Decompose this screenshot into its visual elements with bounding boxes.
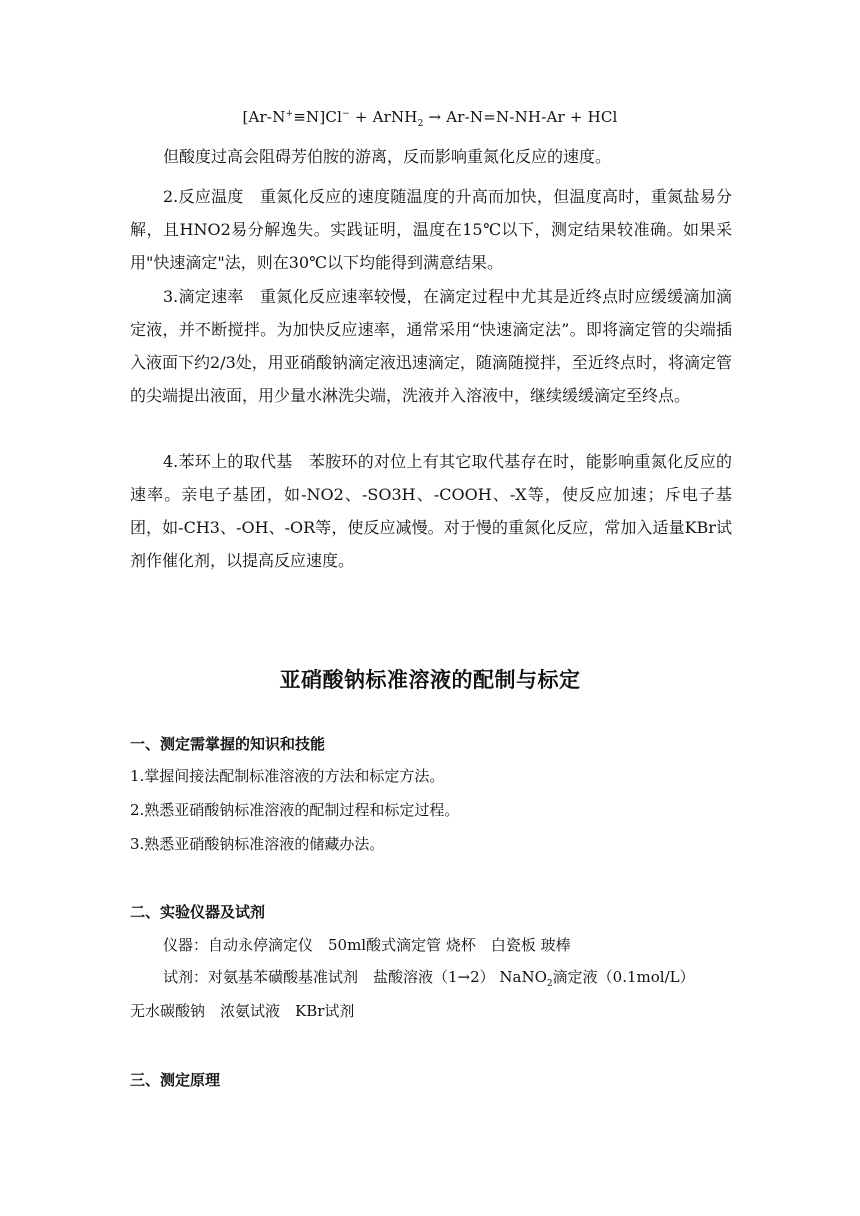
instruments-line: 仪器：自动永停滴定仪 50ml酸式滴定管 烧杯 白瓷板 玻棒 — [163, 936, 571, 954]
equation-lhs-b: ≡N]Cl — [293, 108, 343, 126]
paragraph-substituents — [130, 445, 732, 577]
temperature-heading: 2.反应温度 — [163, 187, 244, 206]
equation-charge-plus: + — [285, 109, 294, 119]
reaction-equation — [0, 108, 860, 129]
reagents-text-a: 试剂：对氨基苯磺酸基准试剂 盐酸溶液（1→2） NaNO — [163, 968, 547, 986]
section1-heading: 一、测定需掌握的知识和技能 — [130, 735, 326, 753]
section1-item-3: 3.熟悉亚硝酸钠标准溶液的储藏办法。 — [130, 835, 385, 853]
titration-rate-heading: 3.滴定速率 — [163, 287, 244, 306]
equation-charge-minus: − — [342, 109, 350, 119]
reagents-subscript: 2 — [546, 979, 553, 989]
section-title: 亚硝酸钠标准溶液的配制与标定 — [279, 668, 581, 692]
equation-subscript: 2 — [417, 119, 424, 129]
section3-heading: 三、测定原理 — [130, 1071, 221, 1089]
section1-item-1: 1.掌握间接法配制标准溶液的方法和标定方法。 — [130, 767, 445, 785]
temperature-body: 重氮化反应的速度随温度的升高而加快，但温度高时，重氮盐易分解，且HNO2易分解逸失。实践证明，温度在15℃以下，测定结果较准确。如果采用"快速滴定"法，则在30℃以下均能得到满意结果。 — [130, 187, 732, 272]
substituents-body: 苯胺环的对位上有其它取代基存在时，能影响重氮化反应的速率。亲电子基团，如-NO2、-SO3H、-COOH、-X等，使反应加速；斥电子基团，如-CH3、-OH、-OR等，使反应减慢。对于慢的重氮化反应，常加入适量KBr试剂作催化剂，以提高反应速度。 — [130, 452, 732, 570]
equation-lhs-c: + ArNH — [349, 108, 418, 126]
reagents-text-b: 滴定液（0.1mol/L） — [552, 968, 695, 986]
paragraph-temperature — [130, 180, 732, 279]
substituents-heading: 4.苯环上的取代基 — [163, 452, 293, 471]
paragraph-acid-note: 但酸度过高会阻碍芳伯胺的游离，反而影响重氮化反应的速度。 — [163, 147, 612, 166]
equation-lhs-a: [Ar-N — [242, 108, 286, 126]
paragraph-titration-rate — [130, 280, 732, 412]
titration-rate-body: 重氮化反应速率较慢，在滴定过程中尤其是近终点时应缓缓滴加滴定液，并不断搅拌。为加快反应速率，通常采用“快速滴定法”。即将滴定管的尖端插入液面下约2/3处，用亚硝酸钠滴定液迅速滴定，随滴随搅拌，至近终点时，将滴定管的尖端提出液面，用少量水淋洗尖端，洗液并入溶液中，继续缓缓滴定至终点。 — [130, 287, 732, 405]
section2-heading: 二、实验仪器及试剂 — [130, 903, 266, 921]
equation-rhs: Ar-N=N-NH-Ar + HCl — [446, 108, 618, 126]
equation-arrow: → — [423, 108, 447, 126]
reagents-line-2: 无水碳酸钠 浓氨试液 KBr试剂 — [130, 1002, 355, 1020]
section1-item-2: 2.熟悉亚硝酸钠标准溶液的配制过程和标定过程。 — [130, 801, 460, 819]
reagents-line — [163, 966, 695, 987]
